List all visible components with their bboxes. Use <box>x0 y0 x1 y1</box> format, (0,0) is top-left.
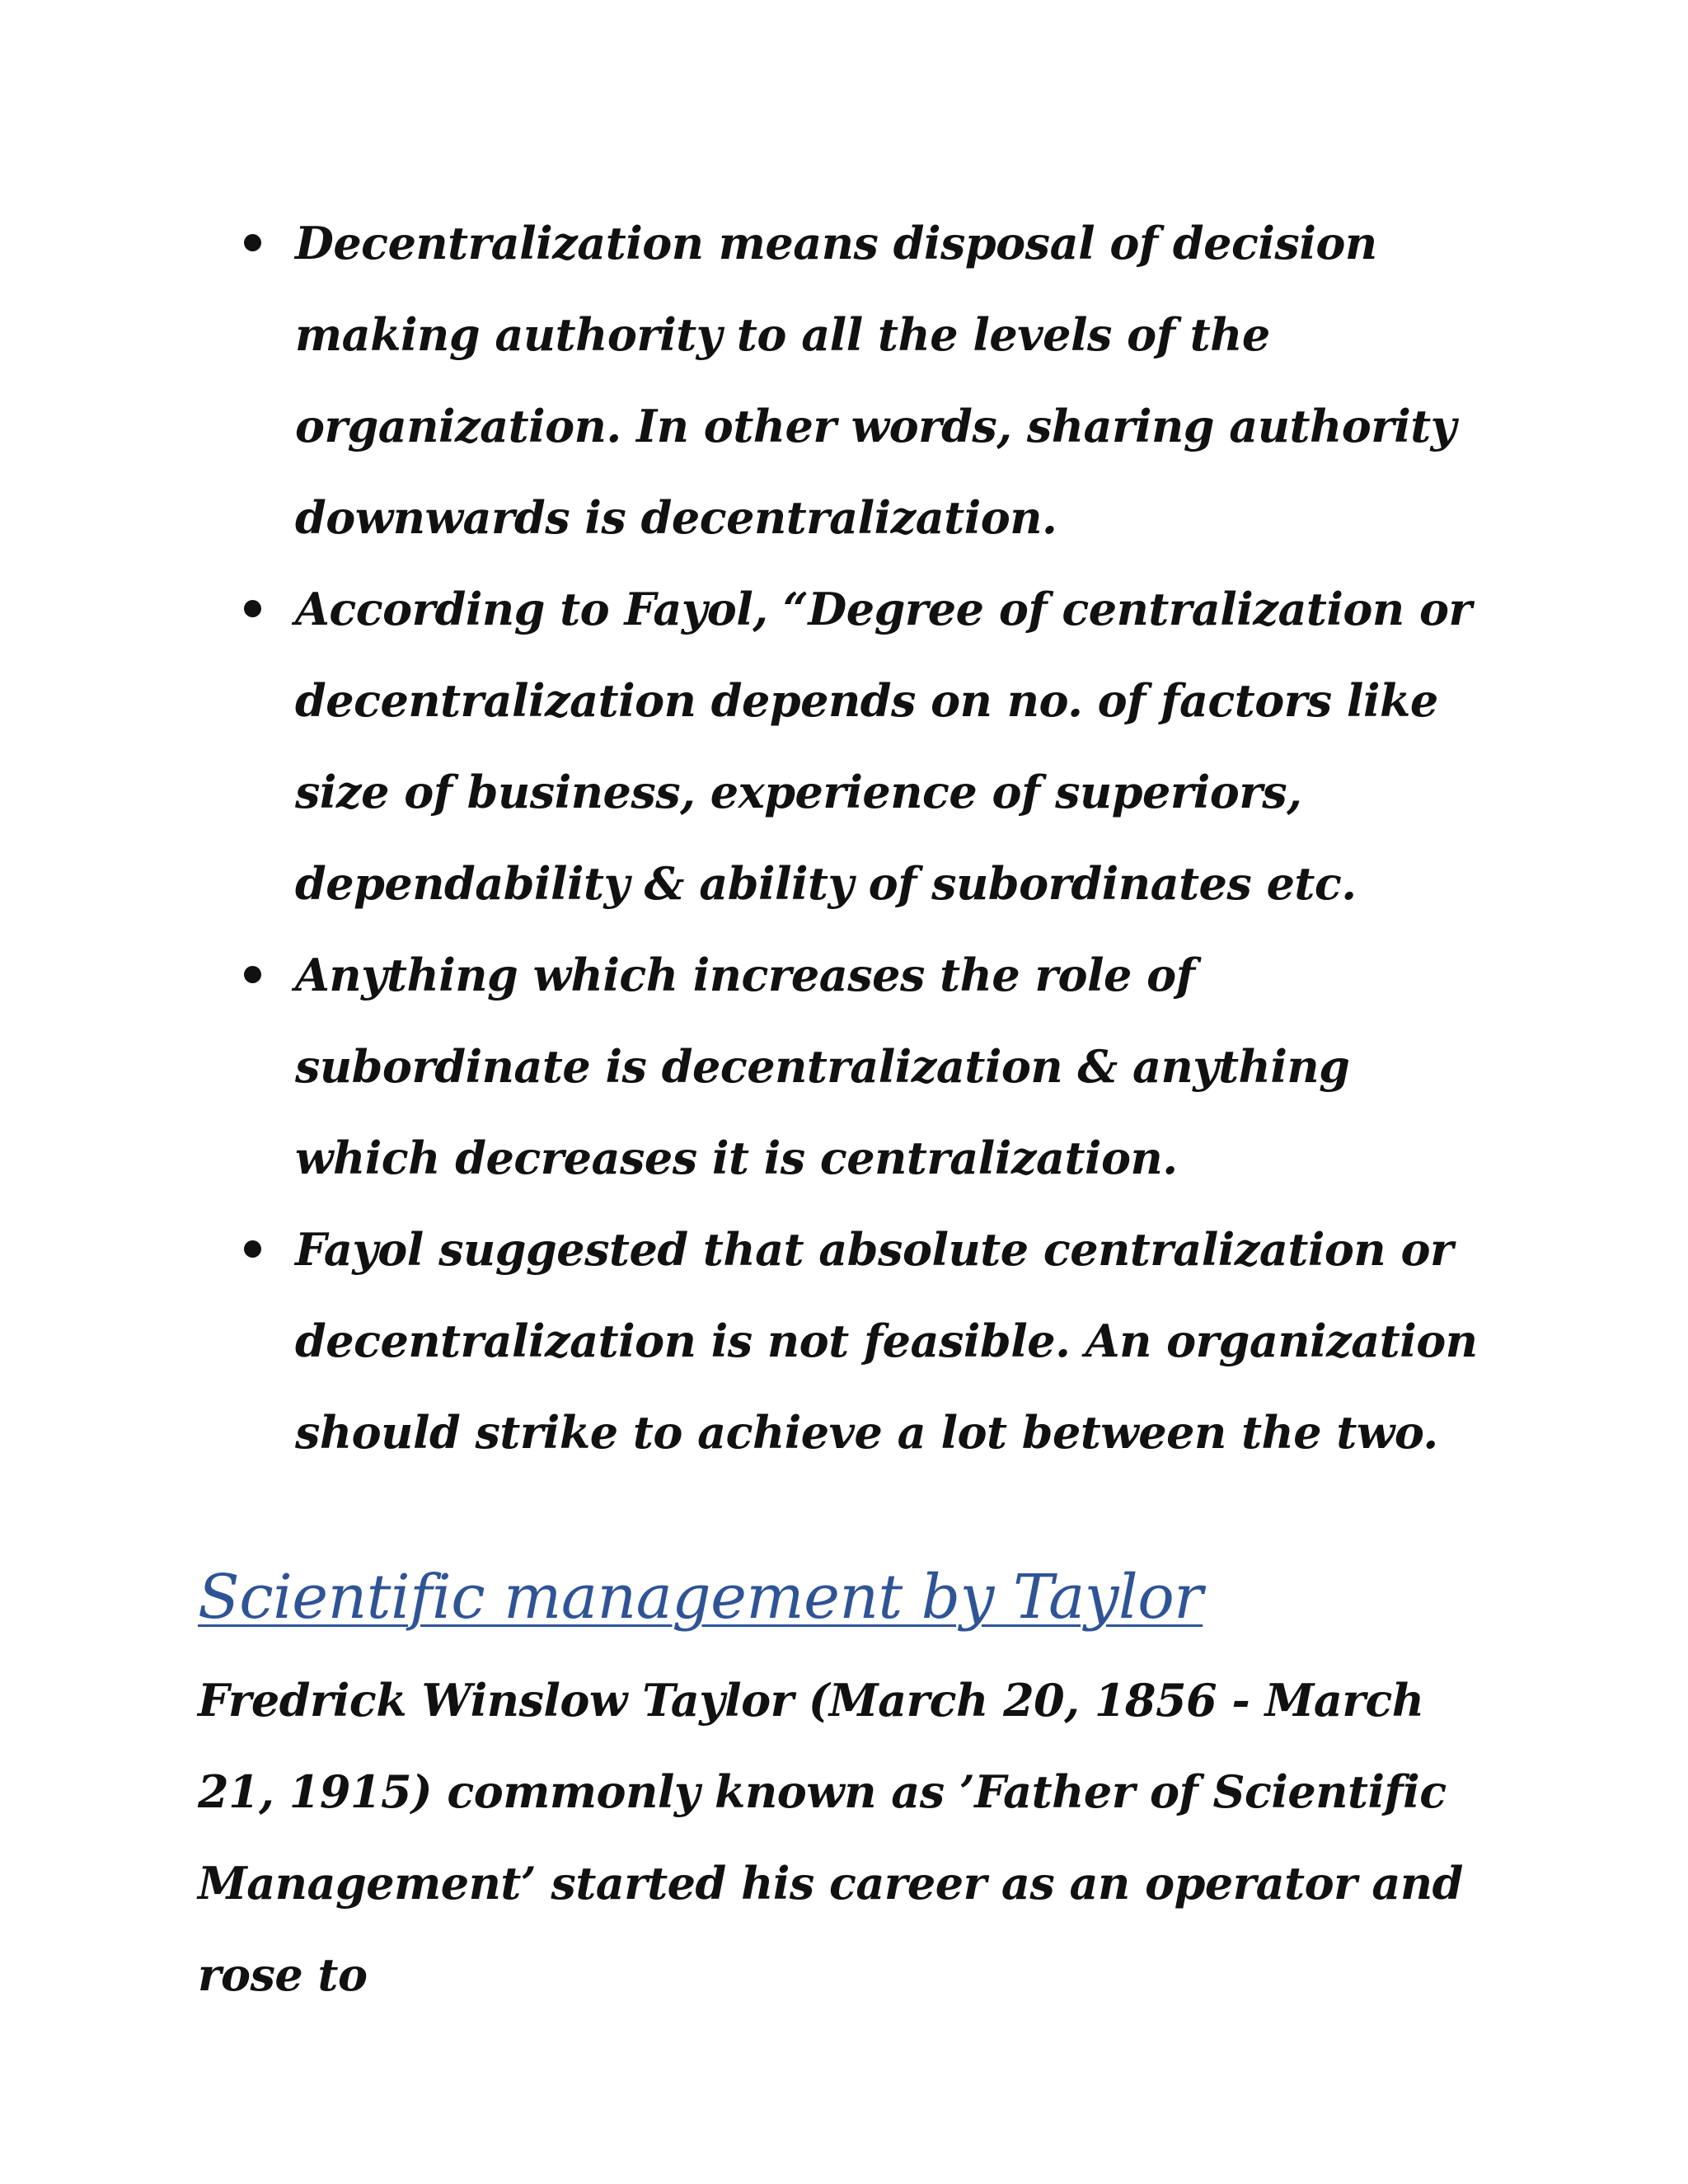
bullet-text: Anything which increases the role of subordinate is decentralization & anything which decreases it is centralization. <box>295 949 1350 1184</box>
bullet-text: Decentralization means disposal of decision making authority to all the levels of the organization. In other words, sharing authority downwards is decentralization. <box>295 217 1456 544</box>
bullet-text: According to Fayol, “Degree of centralization or decentralization depends on no. of factors like size of business, experience of superiors, dependability & ability of subordinates etc. <box>295 583 1472 910</box>
bullet-dot-icon <box>244 966 261 983</box>
bullet-dot-icon <box>244 234 261 251</box>
body-paragraph: Fredrick Winslow Taylor (March 20, 1856 - March 21, 1915) commonly known as ’Father of Scientific Management’ started his career as an operator and rose to <box>198 1674 1463 2001</box>
bullet-list <box>0 198 1688 1479</box>
bullet-dot-icon <box>244 1240 261 1258</box>
bullet-dot-icon <box>244 600 261 617</box>
bullet-item <box>0 1204 1490 1479</box>
bullet-item <box>0 564 1490 930</box>
section-heading: Scientific management by Taylor <box>198 1562 1203 1633</box>
bullet-item <box>0 930 1490 1204</box>
bullet-text: Fayol suggested that absolute centralization or decentralization is not feasible. An organization should strike to achieve a lot between the two. <box>295 1223 1478 1459</box>
bullet-item <box>0 198 1490 564</box>
